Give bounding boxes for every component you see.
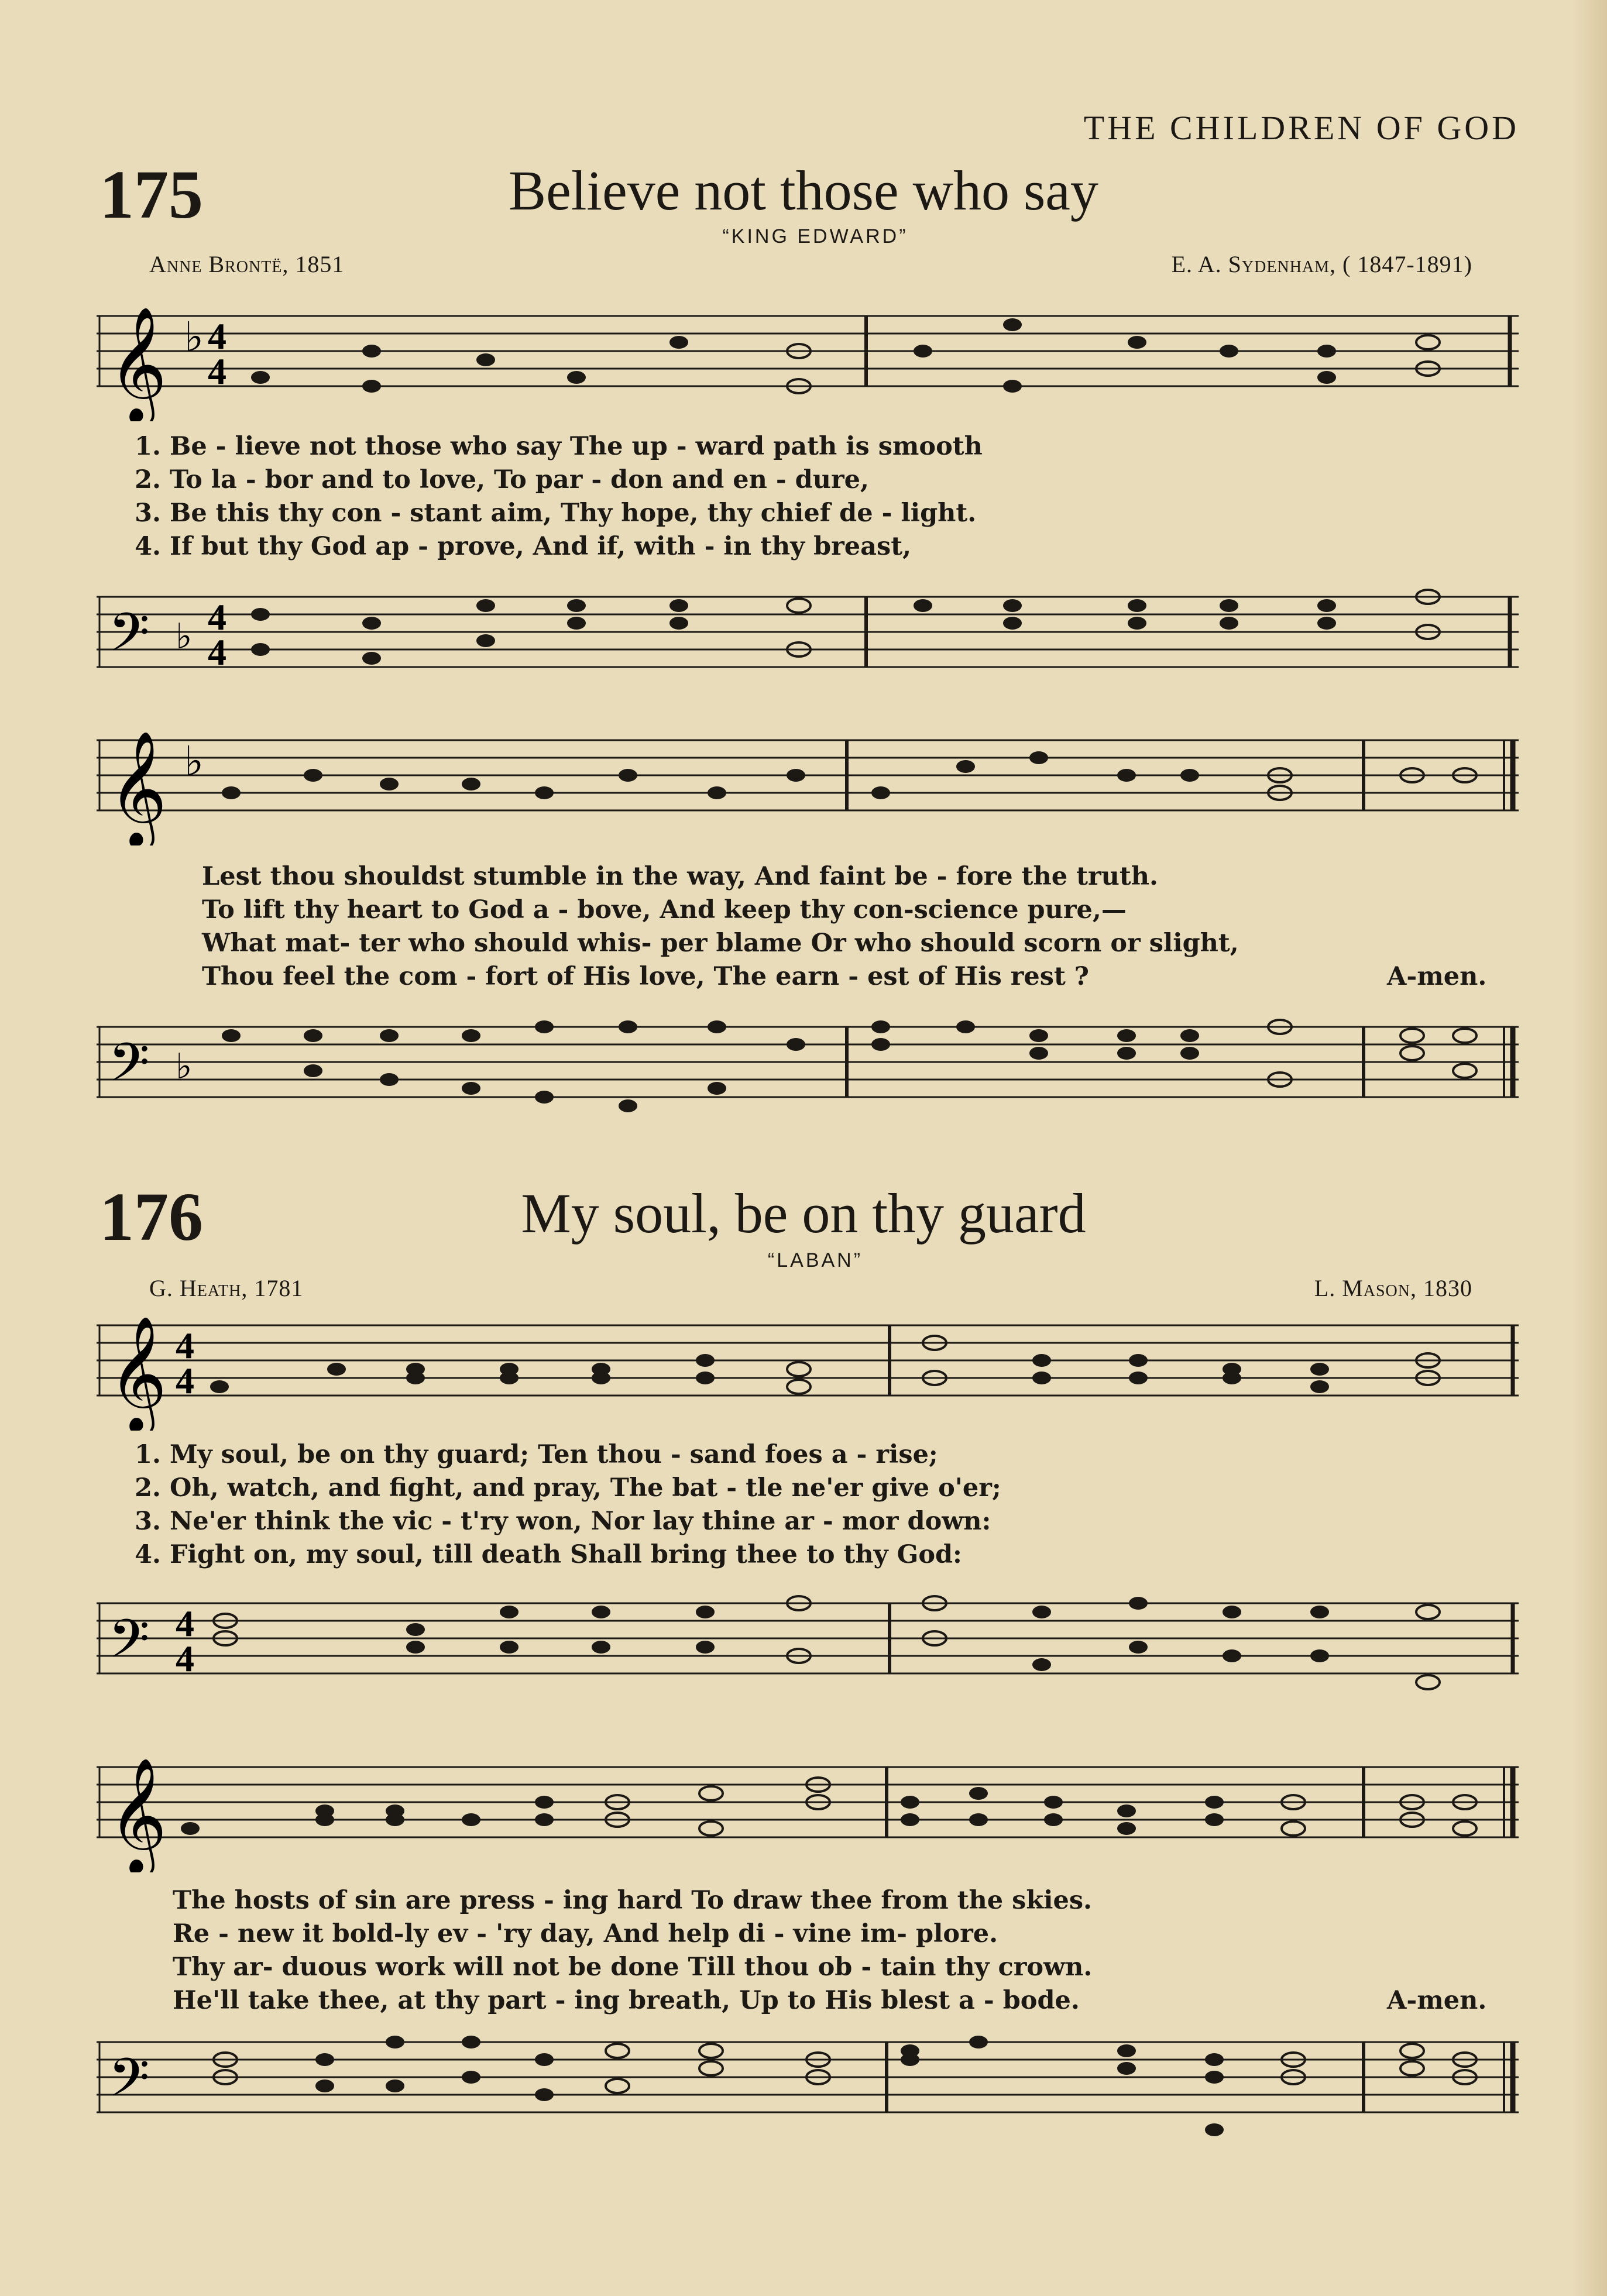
svg-text:𝄢: 𝄢: [108, 1608, 150, 1683]
svg-text:𝄞: 𝄞: [108, 730, 167, 845]
treble-staff: [97, 1314, 1519, 1431]
bass-staff: [97, 1580, 1519, 1714]
svg-text:4: 4: [176, 1360, 194, 1401]
amen: A-men.: [1387, 962, 1487, 991]
bass-staff: [97, 2019, 1519, 2165]
page-edge: [1572, 0, 1607, 2296]
svg-text:𝄞: 𝄞: [108, 1315, 167, 1431]
svg-text:𝄞: 𝄞: [108, 1757, 167, 1872]
hymn-number: 175: [99, 156, 203, 233]
tune-name: “LABAN”: [767, 1249, 863, 1271]
svg-text:𝄞: 𝄞: [108, 306, 167, 421]
treble-staff: [97, 1755, 1519, 1872]
treble-staff: [97, 304, 1519, 421]
svg-text:♭: ♭: [184, 313, 204, 361]
svg-text:♭: ♭: [184, 737, 204, 785]
hymn-title: My soul, be on thy guard: [521, 1182, 1086, 1245]
treble-staff: [97, 728, 1519, 845]
composer-credit: L. Mason, 1830: [1314, 1275, 1472, 1301]
svg-text:4: 4: [176, 1638, 194, 1679]
tune-name: “KING EDWARD”: [722, 225, 908, 248]
svg-text:♭: ♭: [176, 616, 193, 657]
composer-credit: E. A. Sydenham, ( 1847-1891): [1171, 251, 1472, 277]
hymn-title: Believe not those who say: [509, 159, 1098, 222]
svg-text:𝄢: 𝄢: [108, 1032, 150, 1106]
svg-text:4: 4: [208, 596, 226, 638]
author-credit: G. Heath, 1781: [149, 1275, 304, 1301]
svg-text:4: 4: [176, 1603, 194, 1644]
svg-text:4: 4: [208, 631, 226, 673]
svg-text:4: 4: [176, 1325, 194, 1366]
svg-text:♭: ♭: [176, 1046, 193, 1087]
bass-staff: [97, 573, 1519, 708]
amen: A-men.: [1387, 1986, 1487, 2015]
running-head: THE CHILDREN OF GOD: [1083, 109, 1519, 147]
author-credit: Anne Brontë, 1851: [149, 251, 345, 277]
svg-text:4: 4: [208, 350, 226, 392]
hymn-number: 176: [99, 1178, 203, 1255]
svg-text:𝄢: 𝄢: [108, 602, 150, 676]
svg-text:4: 4: [208, 315, 226, 357]
svg-text:𝄢: 𝄢: [108, 2047, 150, 2122]
bass-staff: [97, 1003, 1519, 1138]
